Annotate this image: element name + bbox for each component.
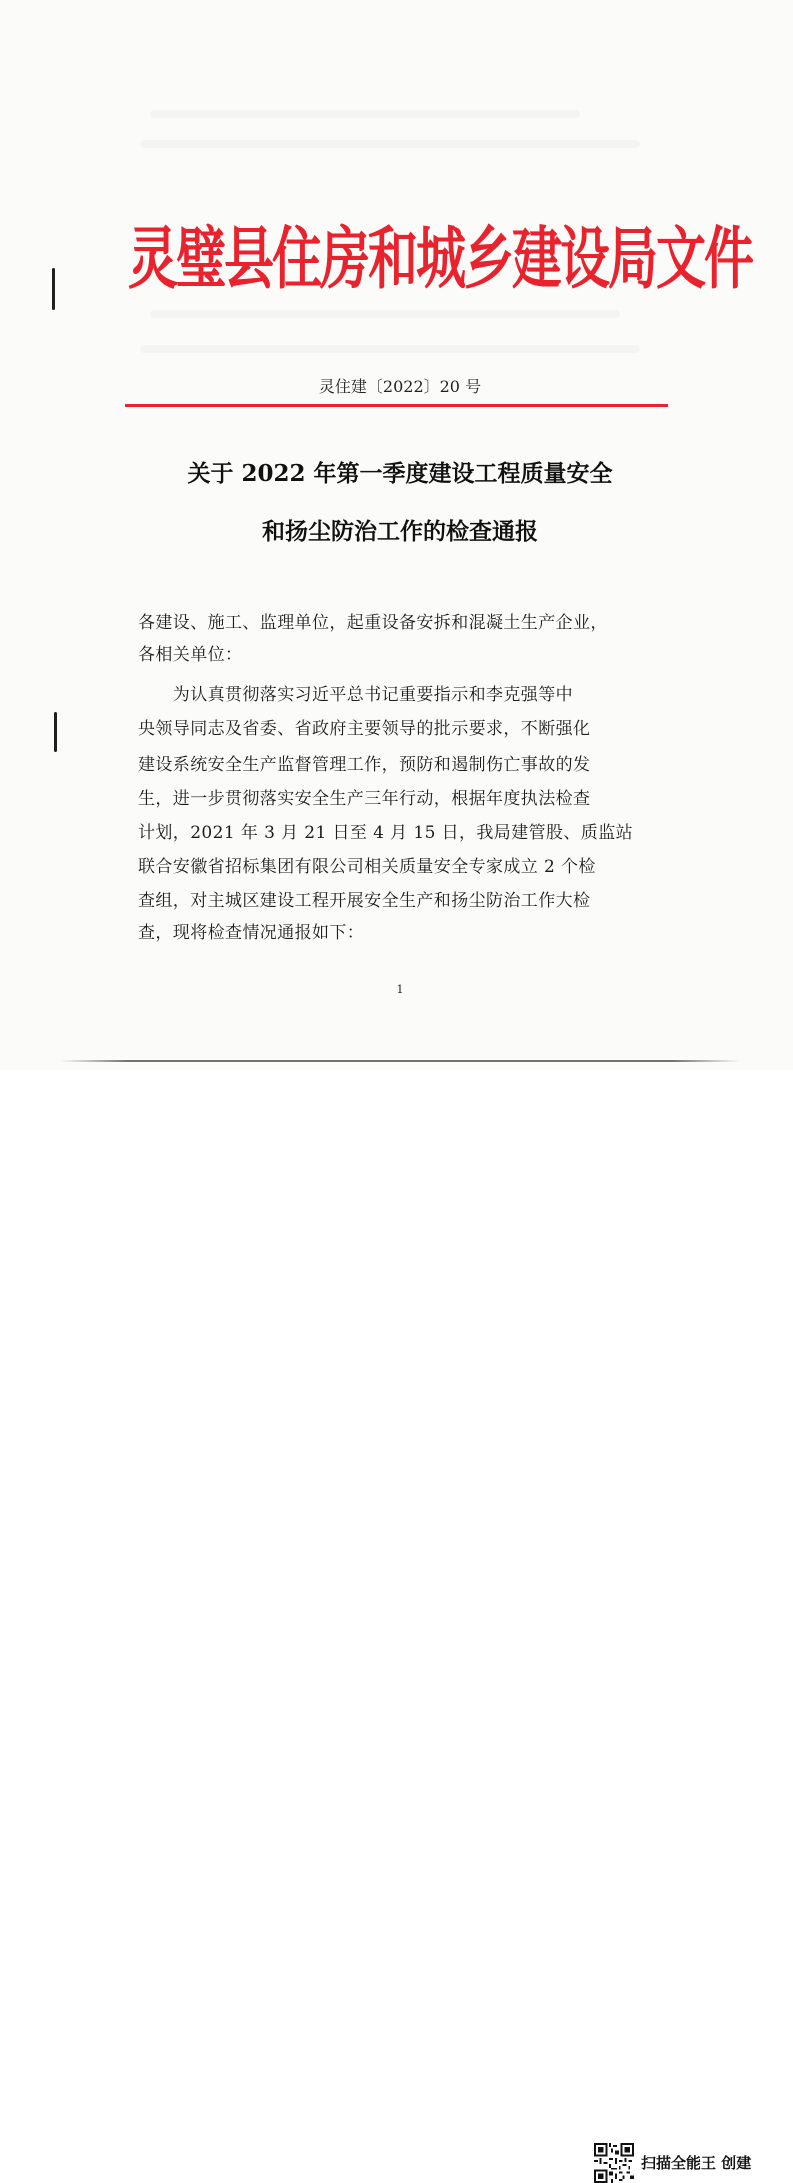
body-line: 建设系统安全生产监督管理工作，预防和遏制伤亡事故的发 bbox=[138, 755, 591, 775]
red-rule bbox=[125, 404, 668, 407]
title-line-2: 和扬尘防治工作的检查通报 bbox=[262, 518, 538, 545]
scanner-footer bbox=[0, 1070, 793, 2172]
body-line: 计划，2021 年 3 月 21 日至 4 月 15 日，我局建管股、质监站 bbox=[138, 823, 633, 843]
scanned-page bbox=[0, 0, 793, 1070]
body-line: 为认真贯彻落实习近平总书记重要指示和李克强等中 bbox=[138, 685, 573, 705]
show-through bbox=[150, 110, 580, 118]
binding-mark bbox=[54, 712, 57, 752]
page-number: 1 bbox=[396, 983, 404, 996]
body-line: 联合安徽省招标集团有限公司相关质量安全专家成立 2 个检 bbox=[138, 857, 596, 877]
show-through bbox=[140, 140, 640, 148]
binding-mark bbox=[52, 268, 55, 310]
body-line: 查，现将检查情况通报如下： bbox=[138, 923, 365, 943]
scanner-brand-label: 扫描全能王 创建 bbox=[641, 2154, 752, 2172]
show-through bbox=[140, 345, 640, 353]
body-line: 各建设、施工、监理单位，起重设备安拆和混凝土生产企业， bbox=[138, 613, 608, 633]
body-line: 生，进一步贯彻落实安全生产三年行动，根据年度执法检查 bbox=[138, 789, 591, 809]
page-bottom-edge bbox=[60, 1060, 740, 1062]
title-line-1: 关于 2022 年第一季度建设工程质量安全 bbox=[187, 460, 613, 487]
qr-code-icon bbox=[594, 2143, 634, 2183]
show-through bbox=[150, 310, 620, 318]
body-line: 各相关单位： bbox=[138, 645, 243, 665]
masthead: 灵璧县住房和城乡建设局文件 bbox=[128, 218, 752, 299]
document-number: 灵住建〔2022〕20 号 bbox=[318, 377, 482, 396]
body-line: 央领导同志及省委、省政府主要领导的批示要求，不断强化 bbox=[138, 719, 591, 739]
body-line: 查组，对主城区建设工程开展安全生产和扬尘防治工作大检 bbox=[138, 891, 591, 911]
